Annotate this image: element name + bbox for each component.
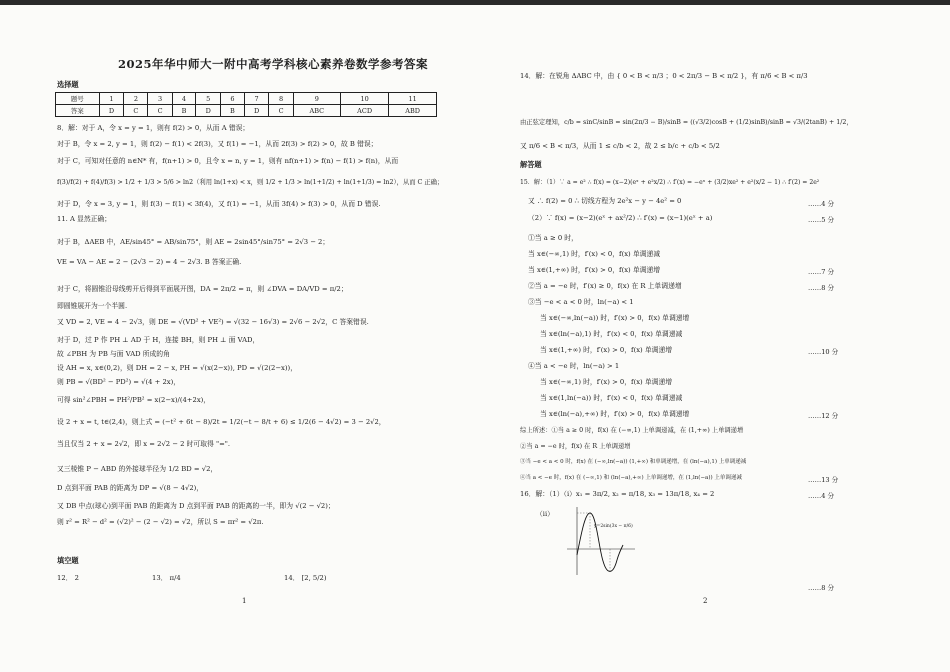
- solution-line: f(3)/f(2) + f(4)/f(3) > 1/2 + 1/3 > 5/6 > ln2（利用 ln(1+x) < x，则 1/2 + 1/3 > ln(1+1/2) + ln(1+1/3) = ln2），从而 C 正确；: [57, 179, 444, 186]
- table-cell: D: [196, 105, 221, 117]
- solution-line: 当 x∈(−∞,ln(−a)) 时，f′(x) > 0，f(x) 单调递增: [540, 314, 690, 322]
- fill-section-heading: 填空题: [57, 556, 79, 565]
- solution-line: 故 ∠PBH 为 PB 与面 VAD 所成的角: [57, 350, 170, 358]
- solution-line: 又 DB 中点(球心)到平面 PAB 的距离为 D 点到平面 PAB 的距离的一半，即为 √(2 − √2)；: [57, 502, 335, 510]
- solution-line: 又 ∴ f(2) = 0 ∴ 切线方程为 2e²x − y − 4e² = 0: [528, 197, 682, 205]
- solution-section-heading: 解答题: [520, 160, 542, 169]
- solution-line: 综上所述：①当 a ≥ 0 时，f(x) 在 (−∞,1) 上单调递减，在 (1,+∞) 上单调递增: [520, 427, 744, 434]
- score-mark: ……4 分: [808, 492, 835, 500]
- document-title: 2025年华中师大一附中高考学科核心素养卷数学参考答案: [118, 57, 429, 71]
- solution-line: 可得 sin²∠PBH = PH²/PB² = x(2−x)/(4+2x)，: [57, 396, 211, 404]
- table-cell: B: [221, 105, 245, 117]
- solution-line: 16．解：（1）（i）x₁ = 3π/2, x₂ = π/18, x₃ = 13π/18, x₄ = 2: [520, 490, 715, 498]
- solution-line: 对于 C，将圆锥沿母线剪开后得到平面展开图，DA = 2π/2 = π，则 ∠DVA = DA/VD = π/2；: [57, 285, 348, 293]
- score-mark: ……8 分: [808, 584, 835, 592]
- solution-line: VE = VA − AE = 2 − (2√3 − 2) = 4 − 2√3. B 答案正确.: [57, 258, 242, 266]
- solution-line: 即圆锥展开为一个半圆.: [57, 302, 128, 310]
- table-cell: ACD: [341, 105, 389, 117]
- answer-table-header-row: [56, 93, 437, 105]
- solution-line: 则 r² = R² − d² = (√2)² − (2 − √2) = √2，所以 S = πr² = √2π.: [57, 518, 264, 526]
- solution-line: 设 AH = x, x∈(0,2)，则 DH = 2 − x, PH = √(x(2−x)), PD = √(2(2−x))，: [57, 364, 297, 372]
- score-mark: ……8 分: [808, 284, 835, 292]
- solution-line: D 点到平面 PAB 的距离为 DP = √(8 − 4√2)，: [57, 484, 204, 492]
- solution-line: 又 π/6 < B < π/3，从而 1 ≤ c/b < 2，故 2 ≤ b/c + c/b < 5/2: [520, 142, 720, 150]
- solution-line: 对于 D，令 x = 3, y = 1，则 f(3) − f(1) < 3f(4)，又 f(1) = −1，从而 3f(4) > f(3) > 0，从而 D 错误.: [57, 200, 381, 208]
- answer-table-answer-row: [56, 105, 437, 117]
- fill-answer: 12． 2: [57, 574, 79, 582]
- choice-section-heading: 选择题: [57, 80, 79, 89]
- solution-line: （ii）: [536, 510, 554, 518]
- solution-line: 对于 D，过 P 作 PH ⊥ AD 于 H，连接 BH，则 PH ⊥ 面 VAD，: [57, 336, 260, 344]
- solution-line: 当 x∈(ln(−a),1) 时，f′(x) < 0，f(x) 单调递减: [540, 330, 683, 338]
- table-cell: 1: [99, 93, 124, 105]
- solution-line: 对于 B，ΔAEB 中，AE/sin45° = AB/sin75°，则 AE = 2sin45°/sin75° = 2√3 − 2；: [57, 238, 330, 246]
- solution-line: 当 x∈(−∞,1) 时，f′(x) > 0，f(x) 单调递增: [540, 378, 673, 386]
- table-cell: B: [172, 105, 196, 117]
- page-number: 2: [703, 597, 708, 605]
- solution-line: 对于 C，可知对任意的 n∈N* 有，f(n+1) > 0，且令 x = n, y = 1，则有 nf(n+1) > f(n) − f(1) > f(n)，从而: [57, 157, 399, 165]
- graph-label: y=2sin(3x − π/6): [594, 524, 633, 529]
- score-mark: ……7 分: [808, 268, 835, 276]
- table-cell: C: [148, 105, 172, 117]
- table-cell: D: [99, 105, 124, 117]
- solution-line: 当 x∈(1,ln(−a)) 时，f′(x) < 0，f(x) 单调递减: [540, 394, 683, 402]
- answer-table: [55, 92, 437, 117]
- solution-line: 则 PB = √(BD² − PD²) = √(4 + 2x)，: [57, 378, 181, 386]
- solution-line: 14．解：在锐角 ΔABC 中，由 { 0 < B < π/3 ；0 < 2π/3 − B < π/2 }，有 π/6 < B < π/3: [520, 72, 808, 80]
- solution-line: （2）∵ f(x) = (x−2)(eˣ + ax²/2) ∴ f′(x) = (x−1)(eˣ + a): [528, 214, 713, 222]
- table-cell: 9: [293, 93, 340, 105]
- table-cell: 4: [172, 93, 196, 105]
- solution-line: ④当 a < −e 时，ln(−a) > 1: [528, 362, 620, 370]
- table-cell: 题号: [56, 93, 100, 105]
- solution-line: 11. A 显然正确；: [57, 215, 112, 223]
- solution-line: ④当 a < −e 时，f(x) 在 (−∞,1) 和 (ln(−a),+∞) 上单调递增，在 (1,ln(−a)) 上单调递减: [520, 475, 742, 481]
- table-cell: 10: [341, 93, 389, 105]
- page-number: 1: [242, 597, 247, 605]
- solution-line: 当 x∈(1,+∞) 时，f′(x) > 0，f(x) 单调递增: [528, 266, 661, 274]
- table-cell: C: [269, 105, 293, 117]
- score-mark: ……13 分: [808, 476, 839, 484]
- table-cell: D: [244, 105, 269, 117]
- solution-line: 由正弦定理知，c/b = sinC/sinB = sin(2π/3 − B)/sinB = ((√3/2)cosB + (1/2)sinB)/sinB = √3/(2tanB) + 1/2，: [520, 119, 853, 126]
- table-cell: 8: [269, 93, 293, 105]
- solution-line: 当且仅当 2 + x = 2√2，即 x = 2√2 − 2 时可取得 "=".: [57, 440, 231, 448]
- solution-line: 设 2 + x = t, t∈(2,4)，则上式 = (−t² + 6t − 8)/2t = 1/2(−t − 8/t + 6) ≤ 1/2(6 − 4√2) = 3 − 2√2，: [57, 418, 386, 426]
- solution-line: 又三棱锥 P − ABD 的外接球半径为 1/2 BD = √2，: [57, 465, 218, 473]
- table-cell: 5: [196, 93, 221, 105]
- table-cell: 3: [148, 93, 172, 105]
- solution-line: ③当 −e < a < 0 时，ln(−a) < 1: [528, 298, 634, 306]
- solution-line: 8．解：对于 A，令 x = y = 1，则有 f(2) > 0，从而 A 错误；: [57, 124, 250, 132]
- score-mark: ……12 分: [808, 412, 839, 420]
- solution-line: 又 VD = 2, VE = 4 − 2√3，则 DE = √(VD² + VE²) = √(32 − 16√3) = 2√6 − 2√2，C 答案错误.: [57, 318, 369, 326]
- fill-answer: 13． π/4: [152, 574, 181, 582]
- table-cell: 6: [221, 93, 245, 105]
- solution-line: ③当 −e < a < 0 时，f(x) 在 (−∞,ln(−a)) (1,+∞) 和单调递增，在 (ln(−a),1) 上单调递减: [520, 459, 747, 465]
- solution-line: ①当 a ≥ 0 时，: [528, 234, 578, 242]
- scan-top-edge: [0, 0, 950, 5]
- table-cell: C: [124, 105, 148, 117]
- fill-answer: 14． [2, 5/2): [284, 574, 327, 582]
- score-mark: ……4 分: [808, 200, 835, 208]
- score-mark: ……10 分: [808, 348, 839, 356]
- table-cell: ABD: [389, 105, 437, 117]
- solution-line: 15．解：（1）∵ a = e² ∴ f(x) = (x−2)(eˣ + e²x/2) ∴ f′(x) = −eˣ + (3/2)xe² + e²(x/2 − 1) ∴ f′(2) = 2e²: [520, 179, 820, 186]
- solution-line: 当 x∈(ln(−a),+∞) 时，f′(x) > 0，f(x) 单调递增: [540, 410, 690, 418]
- solution-line: 当 x∈(1,+∞) 时，f′(x) > 0，f(x) 单调递增: [540, 346, 673, 354]
- sine-graph: [565, 505, 637, 577]
- table-cell: 2: [124, 93, 148, 105]
- table-cell: 答案: [56, 105, 100, 117]
- table-cell: 7: [244, 93, 269, 105]
- table-cell: 11: [389, 93, 437, 105]
- solution-line: ②当 a = −e 时，f(x) 在 R 上单调递增: [520, 443, 631, 450]
- score-mark: ……5 分: [808, 216, 835, 224]
- table-cell: ABC: [293, 105, 340, 117]
- solution-line: ②当 a = −e 时，f′(x) ≥ 0，f(x) 在 R 上单调递增: [528, 282, 682, 290]
- solution-line: 当 x∈(−∞,1) 时，f′(x) < 0，f(x) 单调递减: [528, 250, 661, 258]
- solution-line: 对于 B，令 x = 2, y = 1，则 f(2) − f(1) < 2f(3)，又 f(1) = −1，从而 2f(3) > f(2) > 0，故 B 错误；: [57, 140, 378, 148]
